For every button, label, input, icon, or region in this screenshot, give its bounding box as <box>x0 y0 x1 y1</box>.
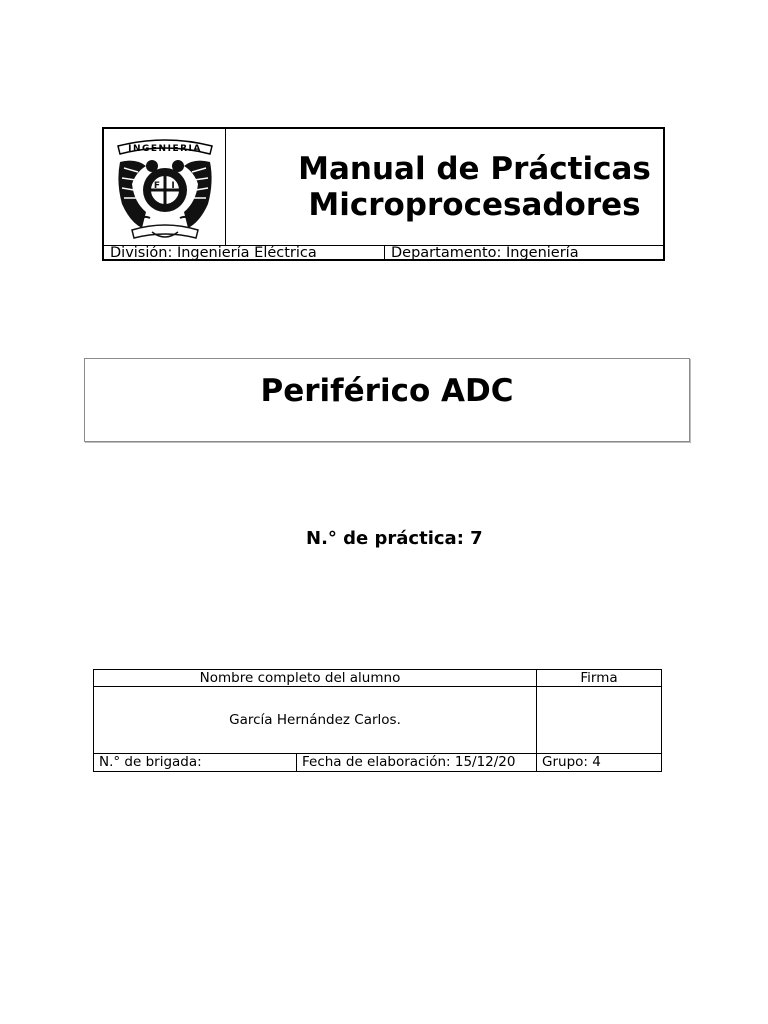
division-label: División: Ingeniería Eléctrica <box>104 246 385 261</box>
manual-title-line1: Manual de Prácticas <box>298 151 651 187</box>
student-name: García Hernández Carlos. <box>94 687 537 754</box>
svg-text:I: I <box>171 181 175 191</box>
signature-header: Firma <box>537 670 661 687</box>
date-label: Fecha de elaboración: 15/12/20 <box>297 754 537 771</box>
practice-title: Periférico ADC <box>260 373 514 409</box>
practice-number: N.° de práctica: 7 <box>306 528 483 549</box>
faculty-logo <box>112 132 218 244</box>
student-info-table <box>93 669 662 772</box>
header-info-row <box>104 245 663 261</box>
brigade-label: N.° de brigada: <box>94 754 297 771</box>
document-header <box>102 127 665 261</box>
department-label: Departamento: Ingeniería <box>391 246 579 261</box>
manual-title <box>226 129 663 245</box>
manual-title-line2: Microprocesadores <box>308 187 641 223</box>
student-name-header: Nombre completo del alumno <box>94 670 537 687</box>
practice-title-box <box>84 358 690 442</box>
svg-text:F: F <box>153 181 161 191</box>
logo-cell <box>104 129 226 245</box>
signature-field <box>537 687 661 754</box>
group-label: Grupo: 4 <box>542 754 601 770</box>
logo-text: INGENIERIA <box>128 144 202 154</box>
